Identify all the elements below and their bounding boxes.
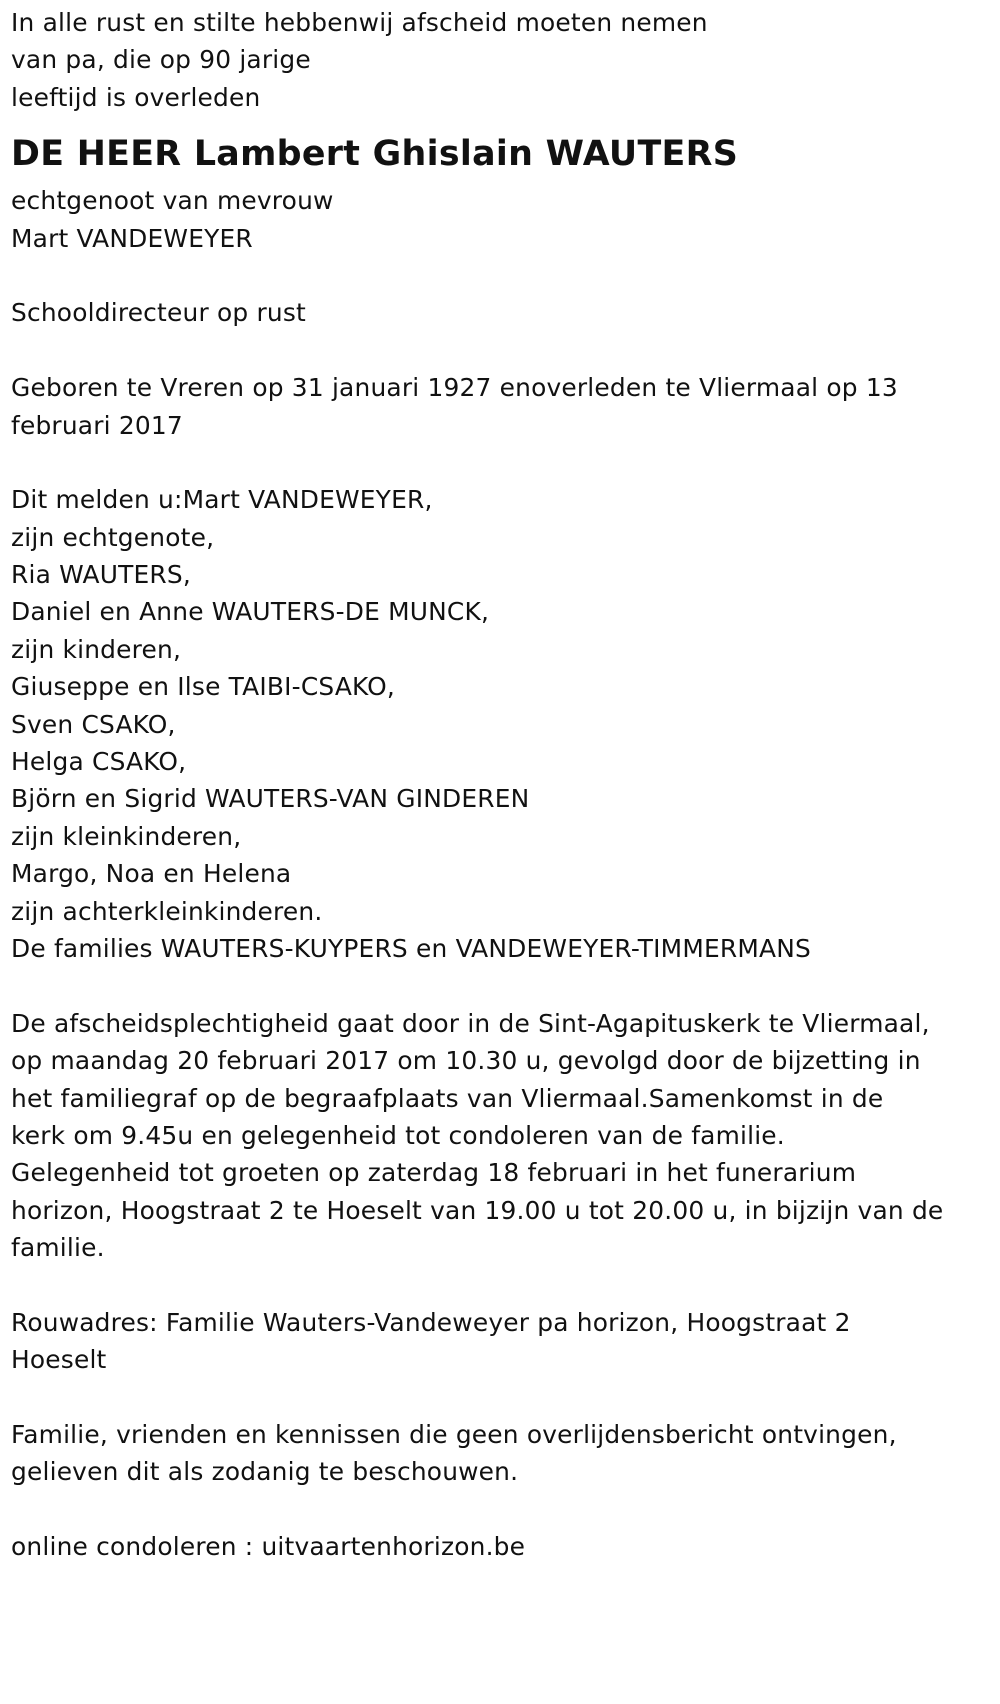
birth-death-line: februari 2017	[11, 410, 183, 440]
spacer	[11, 257, 991, 294]
ceremony-line: op maandag 20 februari 2017 om 10.30 u, gevolgd door de bijzetting in	[11, 1046, 921, 1076]
ceremony-line: familie.	[11, 1233, 105, 1263]
family-line: Ria WAUTERS,	[11, 560, 191, 590]
ceremony-line: kerk om 9.45u en gelegenheid tot condoleren van de familie.	[11, 1120, 785, 1150]
family-line: zijn achterkleinkinderen.	[11, 896, 323, 926]
spouse-line: echtgenoot van mevrouw	[11, 186, 334, 216]
family-line: zijn kinderen,	[11, 634, 182, 664]
family-line: De families WAUTERS-KUYPERS en VANDEWEYER-TIMMERMANS	[11, 933, 811, 963]
family-line: Margo, Noa en Helena	[11, 859, 292, 889]
intro-line: In alle rust en stilte hebbenwij afscheid moeten nemen	[11, 8, 708, 37]
obituary-notice	[11, 4, 991, 1566]
birth-death-section	[11, 369, 991, 444]
intro-line: van pa, die op 90 jarige	[11, 45, 311, 75]
notice-line: Familie, vrienden en kennissen die geen overlijdensbericht ontvingen,	[11, 1420, 897, 1450]
ceremony-line: horizon, Hoogstraat 2 te Hoeselt van 19.00 u tot 20.00 u, in bijzijn van de	[11, 1195, 944, 1225]
family-line: Sven CSAKO,	[11, 709, 176, 739]
spacer	[11, 444, 991, 481]
family-line: Helga CSAKO,	[11, 747, 187, 777]
birth-death-line: Geboren te Vreren op 31 januari 1927 enoverleden te Vliermaal op 13	[11, 373, 898, 403]
intro-line: leeftijd is overleden	[11, 82, 261, 112]
family-section	[11, 481, 991, 967]
spacer	[11, 1491, 991, 1528]
spouse-line: Mart VANDEWEYER	[11, 223, 253, 253]
ceremony-line: Gelegenheid tot groeten op zaterdag 18 februari in het funerarium	[11, 1158, 857, 1188]
spacer	[11, 967, 991, 1004]
notice-section	[11, 1416, 991, 1491]
family-line: zijn kleinkinderen,	[11, 821, 242, 851]
spacer	[11, 332, 991, 369]
address-line: Hoeselt	[11, 1345, 107, 1375]
spacer	[11, 1267, 991, 1304]
family-line: Björn en Sigrid WAUTERS-VAN GINDEREN	[11, 784, 530, 814]
online-condolence: online condoleren : uitvaartenhorizon.be	[11, 1532, 526, 1562]
family-line: Dit melden u:Mart VANDEWEYER,	[11, 485, 433, 515]
family-line: zijn echtgenote,	[11, 522, 215, 552]
spouse-section	[11, 182, 991, 257]
profession: Schooldirecteur op rust	[11, 298, 306, 328]
intro-section	[11, 4, 991, 116]
ceremony-line: het familiegraf op de begraafplaats van Vliermaal.Samenkomst in de	[11, 1083, 884, 1113]
family-line: Daniel en Anne WAUTERS-DE MUNCK,	[11, 597, 490, 627]
spacer	[11, 1379, 991, 1416]
ceremony-line: De afscheidsplechtigheid gaat door in de Sint-Agapituskerk te Vliermaal,	[11, 1008, 930, 1038]
deceased-name: DE HEER Lambert Ghislain WAUTERS	[11, 134, 739, 175]
family-line: Giuseppe en Ilse TAIBI-CSAKO,	[11, 672, 396, 702]
address-line: Rouwadres: Familie Wauters-Vandeweyer pa horizon, Hoogstraat 2	[11, 1307, 851, 1337]
ceremony-section	[11, 1005, 991, 1267]
address-section	[11, 1304, 991, 1379]
notice-line: gelieven dit als zodanig te beschouwen.	[11, 1457, 519, 1487]
